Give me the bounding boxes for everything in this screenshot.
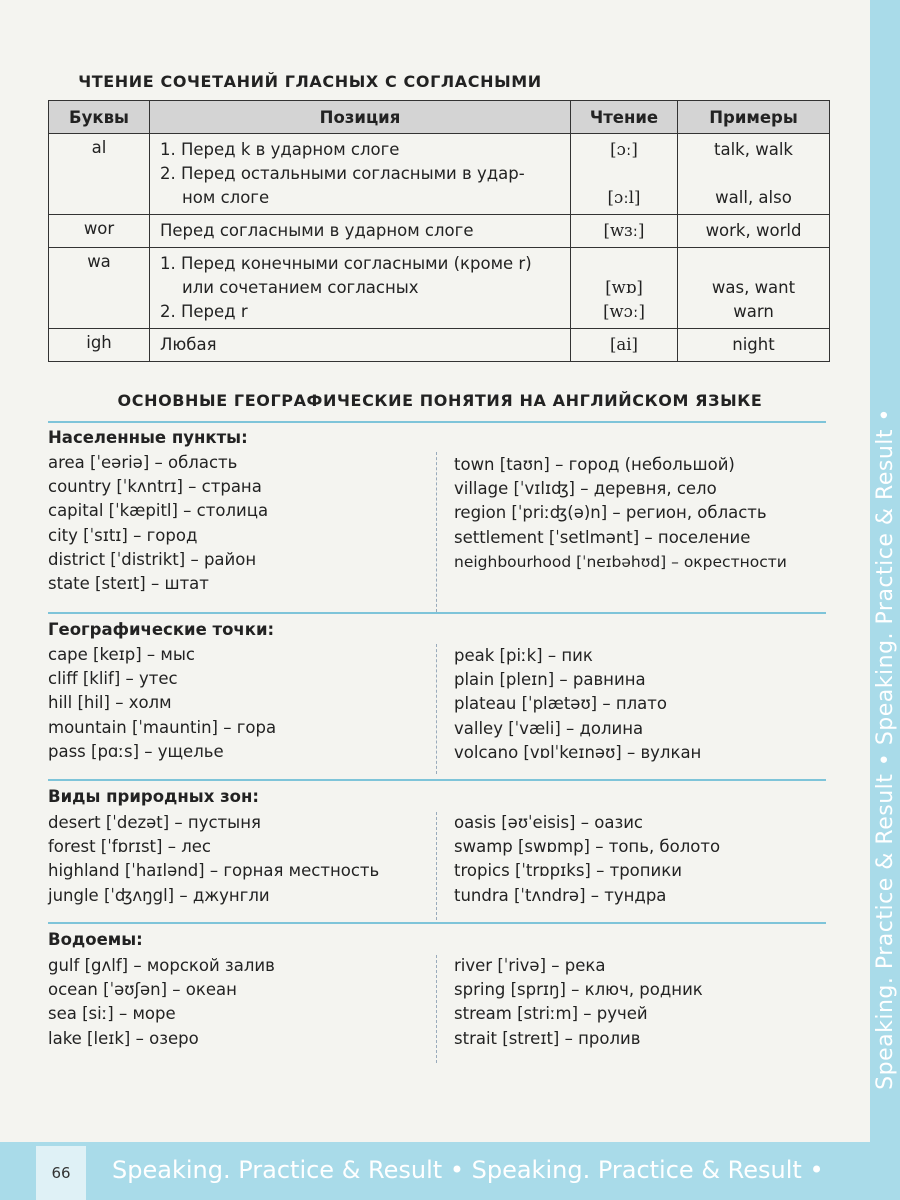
term-column-left — [48, 643, 276, 764]
term-item: oasis [əʊˈeisis] – оазис — [454, 813, 644, 832]
term-item: spring [sprɪŋ] – ключ, родник — [454, 980, 703, 1000]
term-item: river [ˈrivə] – река — [454, 956, 606, 975]
reading-cell — [571, 134, 678, 215]
page-number: 66 — [36, 1146, 86, 1200]
term-item: hill [hil] – холм — [48, 693, 172, 713]
term-item: neighbourhood [ˈneɪbəhʊd] – окрестности — [454, 552, 787, 571]
position-line: 2. Перед r — [160, 302, 248, 321]
term-item: village [ˈvɪlɪʤ] – деревня, село — [454, 479, 717, 499]
term-column-left — [48, 954, 275, 1051]
position-cell — [150, 134, 571, 215]
example-value: warn — [733, 302, 774, 321]
bottom-banner-text: Speaking. Practice & Result • Speaking. Practice & Result • — [112, 1156, 824, 1184]
category-heading: Водоемы: — [48, 930, 143, 949]
header-position: Позиция — [150, 101, 571, 134]
table-header-row — [49, 101, 830, 134]
letters-cell: wa — [49, 248, 150, 329]
term-item: capital [ˈkæpitl] – столица — [48, 501, 269, 521]
term-column-right — [454, 644, 701, 765]
term-item: strait [streɪt] – пролив — [454, 1028, 641, 1048]
term-item: plateau [ˈplætəʊ] – плато — [454, 694, 667, 714]
letters-cell: wor — [49, 215, 150, 248]
term-item: district [ˈdistrikt] – район — [48, 549, 257, 569]
side-banner-text: Speaking. Practice & Result • Speaking. Practice & Result • — [873, 408, 898, 1090]
term-item: jungle [ˈʤʌŋgl] – джунгли — [48, 885, 270, 905]
header-reading: Чтение — [571, 101, 678, 134]
term-column-right — [454, 811, 720, 908]
reading-value: [ɔːl] — [607, 188, 641, 207]
reading-value: [ɔː] — [610, 140, 638, 159]
header-letters: Буквы — [49, 101, 150, 134]
term-item: pass [pɑːs] – ущелье — [48, 741, 224, 761]
position-line: ном слоге — [182, 188, 270, 207]
table-section-title: ЧТЕНИЕ СОЧЕТАНИЙ ГЛАСНЫХ С СОГЛАСНЫМИ — [78, 72, 542, 91]
term-item: country [ˈkʌntrɪ] – страна — [48, 477, 262, 497]
example-value: was, want — [711, 278, 796, 297]
term-item: sea [siː] – море — [48, 1004, 176, 1024]
category-heading: Географические точки: — [48, 620, 275, 639]
letters-cell: igh — [49, 329, 150, 362]
header-examples: Примеры — [678, 101, 830, 134]
term-item: city [ˈsɪtɪ] – город — [48, 525, 198, 545]
term-item: plain [pleɪn] – равнина — [454, 670, 646, 690]
term-item: stream [striːm] – ручей — [454, 1004, 648, 1024]
column-divider — [436, 644, 437, 774]
section-divider — [48, 922, 826, 924]
term-item: highland [ˈhaɪlənd] – горная местность — [48, 861, 380, 881]
term-item: tundra [ˈtʌndrə] – тундра — [454, 885, 667, 905]
bottom-banner — [0, 1142, 900, 1200]
side-banner — [870, 0, 900, 1200]
term-item: gulf [gʌlf] – морской залив — [48, 956, 275, 975]
position-line: или сочетанием согласных — [182, 278, 419, 297]
position-line: Перед согласными в ударном слоге — [160, 221, 474, 240]
section-divider — [48, 612, 826, 614]
examples-cell — [678, 134, 830, 215]
reading-table — [48, 100, 830, 362]
term-item: town [taʊn] – город (небольшой) — [454, 455, 735, 474]
term-item: state [steɪt] – штат — [48, 574, 209, 594]
reading-cell: [ai] — [571, 329, 678, 362]
geo-section-title: ОСНОВНЫЕ ГЕОГРАФИЧЕСКИЕ ПОНЯТИЯ НА АНГЛИЙСКОМ ЯЗЫКЕ — [117, 391, 763, 410]
column-divider — [436, 812, 437, 920]
term-item: valley [ˈvæli] – долина — [454, 718, 644, 738]
examples-cell — [678, 248, 830, 329]
reading-cell: [wɜː] — [571, 215, 678, 248]
table-row — [49, 134, 830, 215]
example-value: talk, walk — [714, 140, 793, 159]
table-row — [49, 248, 830, 329]
term-item: forest [ˈfɒrɪst] – лес — [48, 837, 211, 857]
table-row — [49, 215, 830, 248]
term-column-left — [48, 451, 268, 596]
section-divider — [48, 779, 826, 781]
example-value: wall, also — [715, 188, 792, 207]
letters-cell: al — [49, 134, 150, 215]
term-item: area [ˈeəriə] – область — [48, 453, 238, 472]
position-cell: Любая — [150, 329, 571, 362]
position-line: 1. Перед k в ударном слоге — [160, 140, 400, 159]
category-heading: Виды природных зон: — [48, 787, 260, 806]
term-item: cape [keɪp] – мыс — [48, 645, 195, 664]
term-item: lake [leɪk] – озеро — [48, 1028, 199, 1048]
term-item: mountain [ˈmauntin] – гора — [48, 717, 277, 737]
column-divider — [436, 955, 437, 1063]
term-item: settlement [ˈsetlmənt] – поселение — [454, 527, 751, 547]
term-item: volcano [vɒlˈkeɪnəʊ] – вулкан — [454, 742, 702, 762]
reading-value: [wɔː] — [603, 302, 645, 321]
reading-cell — [571, 248, 678, 329]
category-heading: Населенные пункты: — [48, 428, 248, 447]
position-line: 2. Перед остальными согласными в удар- — [160, 164, 525, 183]
term-column-left — [48, 811, 379, 908]
examples-cell: night — [678, 329, 830, 362]
position-line: 1. Перед конечными согласными (кроме r) — [160, 254, 532, 273]
term-item: cliff [klif] – утес — [48, 669, 178, 689]
term-column-right — [454, 954, 703, 1051]
term-item: ocean [ˈəʊʃən] – океан — [48, 980, 237, 1000]
reading-value: [wɒ] — [605, 278, 643, 297]
term-item: desert [ˈdezət] – пустыня — [48, 813, 261, 832]
term-item: tropics [ˈtrɒpɪks] – тропики — [454, 861, 682, 881]
table-row — [49, 329, 830, 362]
term-column-right — [454, 453, 787, 574]
section-divider — [48, 421, 826, 423]
position-cell — [150, 215, 571, 248]
term-item: region [ˈpriːʤ(ə)n] – регион, область — [454, 503, 767, 523]
examples-cell: work, world — [678, 215, 830, 248]
position-cell — [150, 248, 571, 329]
term-item: swamp [swɒmp] – топь, болото — [454, 837, 721, 857]
column-divider — [436, 452, 437, 612]
term-item: peak [piːk] – пик — [454, 646, 593, 665]
